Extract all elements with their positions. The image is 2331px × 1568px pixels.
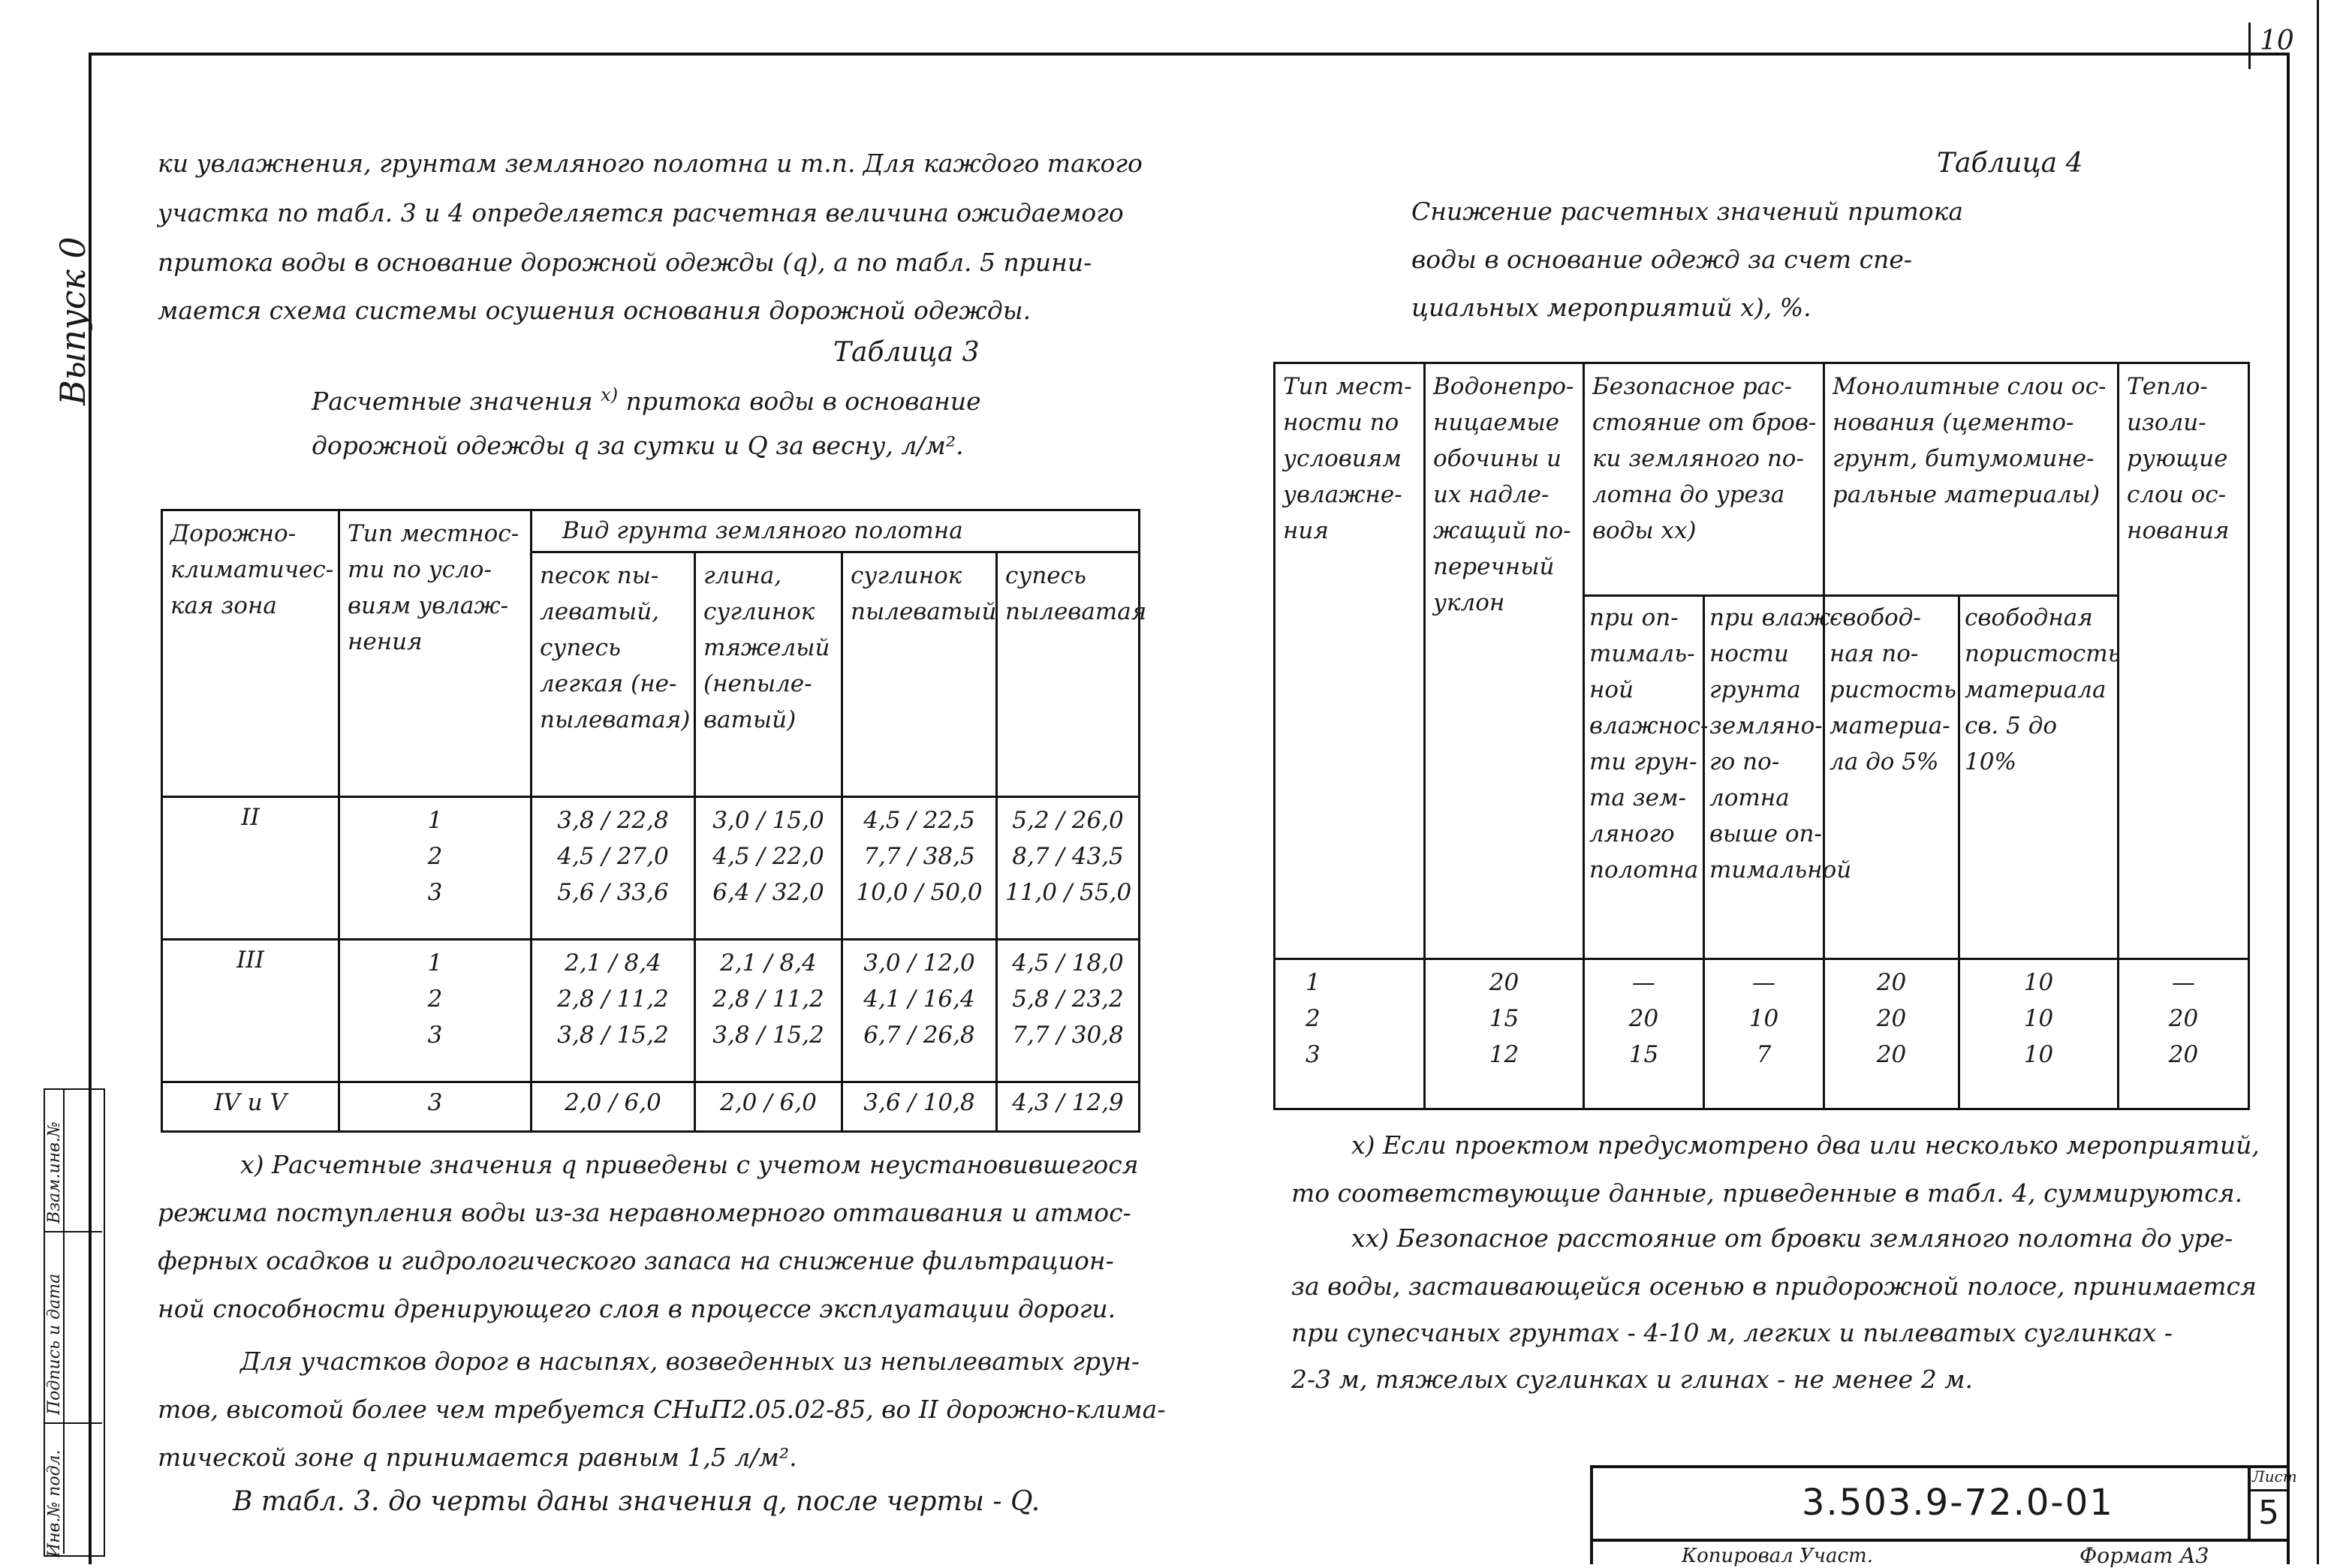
title-block-top [1590, 1465, 2290, 1468]
t3-footnote-line: В табл. 3. до черты даны значения q, после черты - Q. [233, 1486, 1041, 1517]
t3-values: 3,0 / 12,0 4,1 / 16,4 6,7 / 26,8 [842, 939, 997, 1082]
table3-caption-line2: дорожной одежды q за сутки и Q за весну, л/м². [312, 431, 964, 460]
left-stamp-sep2 [44, 1422, 102, 1424]
t3-types: 1 2 3 [339, 796, 532, 939]
t3-row-zone-3 [162, 939, 1140, 1082]
t3-values: 3,6 / 10,8 [842, 1082, 997, 1131]
t4-footnote-line: xx) Безопасное расстояние от бровки земляного полотна до уре- [1351, 1223, 2233, 1253]
t3-row-zone-2 [162, 796, 1140, 939]
t4-footnote-line: то соответствующие данные, приведенные в табл. 4, суммируются. [1291, 1178, 2243, 1208]
t3-header-soil-3: суглинок пылеватый [842, 552, 997, 796]
t4-header-safe-distance: Безопасное рас- стояние от бров- ки земляного по- лотна до уреза воды xx) [1584, 363, 1824, 596]
t3-types: 1 2 3 [339, 939, 532, 1082]
table3-caption-line1 [312, 384, 981, 417]
table3-caption-start: Расчетные значения [312, 387, 593, 416]
t4-header-safe-sub2: при влаж- ности грунта земляно- го по- лотна выше оп- тимальной [1704, 596, 1824, 959]
t4-data-rows [1275, 959, 2249, 1109]
t4-header-waterproof: Водонепро- ницаемые обочины и их надле- жащий по- перечный уклон [1425, 363, 1584, 959]
table3-caption-note: x) [601, 384, 619, 405]
t3-header-zone: Дорожно- климатичес- кая зона [162, 510, 339, 797]
frame-top-line [89, 53, 2290, 56]
t4-col-mono-5: 20 20 20 [1824, 959, 1959, 1109]
t3-header-soil-1: песок пы- леватый, супесь легкая (не- пылеватая) [532, 552, 695, 796]
t4-header-monolith: Монолитные слои ос- нования (цементо- грунт, битумомине- ральные материалы) [1824, 363, 2119, 596]
t4-footnote-line: x) Если проектом предусмотрено два или несколько мероприятий, [1351, 1130, 2260, 1160]
t3-footnote-line: режима поступления воды из-за неравномерного оттаивания и атмос- [158, 1198, 1131, 1227]
t3-header-soil-group: Вид грунта земляного полотна [532, 510, 1140, 552]
t4-header-mono-sub2: свободная пористость материала св. 5 до 10% [1959, 596, 2119, 959]
t3-footnote-line: ферных осадков и гидрологического запаса на снижение фильтрацион- [158, 1246, 1114, 1275]
corner-page-number: 10 [2260, 26, 2294, 56]
left-paragraph-line: участка по табл. 3 и 4 определяется расчетная величина ожидаемого [158, 198, 1124, 227]
t4-header-type: Тип мест- ности по условиям увлажне- ния [1275, 363, 1425, 959]
t3-footnote-line: x) Расчетные значения q приведены с учетом неустановившегося [240, 1150, 1139, 1179]
frame-right-line [2287, 53, 2290, 1564]
table4 [1273, 362, 2250, 1110]
table3 [161, 509, 1147, 1133]
corner-box-left [2248, 23, 2251, 69]
sheet-box-left [2248, 1465, 2251, 1540]
sheet-box-mid [2248, 1489, 2290, 1491]
bottom-left-caption: Копировал Участ. [1682, 1545, 1873, 1567]
t4-header-mono-sub1: свобод- ная по- ристость материа- ла до 5% [1824, 596, 1959, 959]
table4-label: Таблица 4 [1937, 148, 2083, 179]
t4-footnote-line: за воды, застаивающейся осенью в придорожной полосе, принимается [1291, 1272, 2257, 1301]
t3-row-zone-4-5 [162, 1082, 1140, 1131]
title-block-left [1590, 1465, 1593, 1564]
table4-caption-line: Снижение расчетных значений притока [1411, 197, 1964, 226]
t3-footnote-line: тической зоне q принимается равным 1,5 л/м². [158, 1443, 797, 1472]
t3-zone: III [162, 939, 339, 1082]
t3-types: 3 [339, 1082, 532, 1131]
table4-caption-line: воды в основание одежд за счет спе- [1411, 245, 1913, 274]
t3-header-soil-2: глина, суглинок тяжелый (непыле- ватый) [695, 552, 842, 796]
left-stamp-sep1 [44, 1231, 102, 1232]
t3-footnote-line: ной способности дренирующего слоя в процессе эксплуатации дороги. [158, 1294, 1116, 1323]
t3-footnote-line: тов, высотой более чем требуется СНиП2.05.02-85, во II дорожно-клима- [158, 1395, 1166, 1424]
t3-zone: II [162, 796, 339, 939]
bottom-right-caption: Формат А3 [2080, 1543, 2209, 1568]
title-block-bottom [1590, 1539, 2290, 1542]
t3-values: 2,0 / 6,0 [532, 1082, 695, 1131]
t4-col-safe-above: — 10 7 [1704, 959, 1824, 1109]
t4-col-type: 1 2 3 [1275, 959, 1425, 1109]
t3-zone: IV и V [162, 1082, 339, 1131]
sheet-number: 5 [2258, 1494, 2279, 1532]
sheet-label: Лист [2252, 1467, 2297, 1485]
t4-footnote-line: при супесчаных грунтах - 4-10 м, легких и пылеватых суглинках - [1291, 1318, 2173, 1347]
t4-header-safe-sub1: при оп- тималь- ной влажнос- ти грун- та зем- ляного полотна [1584, 596, 1704, 959]
title-block-code: 3.503.9-72.0-01 [1802, 1482, 2114, 1524]
stamp-label-signature: Подпись и дата [45, 1273, 64, 1415]
t3-values: 3,0 / 15,0 4,5 / 22,0 6,4 / 32,0 [695, 796, 842, 939]
t3-values: 4,3 / 12,9 [997, 1082, 1140, 1131]
t3-values: 5,2 / 26,0 8,7 / 43,5 11,0 / 55,0 [997, 796, 1140, 939]
left-paragraph-line: ки увлажнения, грунтам земляного полотна и т.п. Для каждого такого [158, 149, 1143, 178]
left-paragraph-line: притока воды в основание дорожной одежды (q), а по табл. 5 прини- [158, 248, 1092, 277]
t3-header-type: Тип местнос- ти по усло- виям увлаж- нения [339, 510, 532, 797]
t3-header-soil-4: супесь пылеватая [997, 552, 1140, 796]
t3-values: 2,1 / 8,4 2,8 / 11,2 3,8 / 15,2 [532, 939, 695, 1082]
table4-caption-line: циальных мероприятий x), %. [1411, 293, 1811, 322]
table3-label: Таблица 3 [833, 337, 980, 368]
side-label: Выпуск 0 [53, 236, 93, 405]
t3-values: 2,1 / 8,4 2,8 / 11,2 3,8 / 15,2 [695, 939, 842, 1082]
t4-col-mono-10: 10 10 10 [1959, 959, 2119, 1109]
t3-values: 2,0 / 6,0 [695, 1082, 842, 1131]
t4-col-safe-opt: — 20 15 [1584, 959, 1704, 1109]
t3-values: 3,8 / 22,8 4,5 / 27,0 5,6 / 33,6 [532, 796, 695, 939]
left-paragraph-line: мается схема системы осушения основания дорожной одежды. [158, 296, 1031, 325]
t4-header-insulating: Тепло- изоли- рующие слои ос- нования [2119, 363, 2249, 959]
stamp-label-replacement: Взам.инв.№ [45, 1121, 64, 1223]
t3-footnote-line: Для участков дорог в насыпях, возведенных из непылеватых грун- [240, 1347, 1140, 1376]
t4-col-insulating: — 20 20 [2119, 959, 2249, 1109]
right-edge-line [2317, 0, 2319, 1564]
t3-values: 4,5 / 18,0 5,8 / 23,2 7,7 / 30,8 [997, 939, 1140, 1082]
stamp-label-inventory: Инв.№ подл. [45, 1449, 64, 1557]
t3-values: 4,5 / 22,5 7,7 / 38,5 10,0 / 50,0 [842, 796, 997, 939]
t4-footnote-line: 2-3 м, тяжелых суглинках и глинах - не менее 2 м. [1291, 1365, 1974, 1394]
table3-caption-end: притока воды в основание [625, 387, 981, 416]
t4-col-waterproof: 20 15 12 [1425, 959, 1584, 1109]
